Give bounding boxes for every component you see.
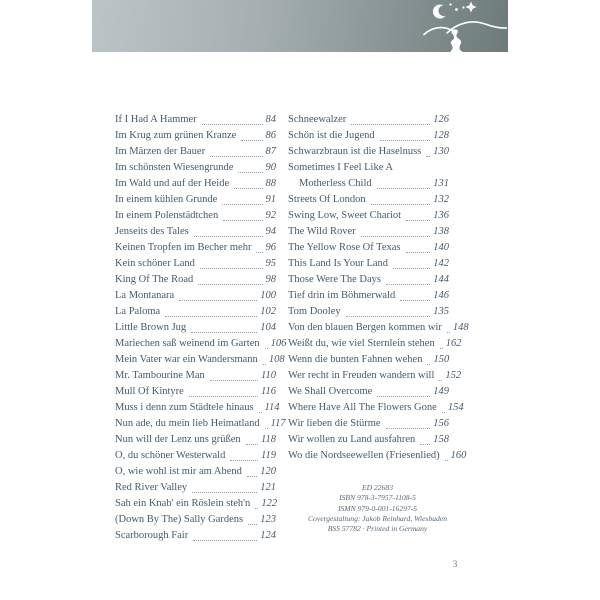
song-page-number: 135 [433, 306, 449, 317]
dot-leader [386, 428, 431, 429]
song-title: Weißt du, wie viel Sternlein stehen [288, 338, 435, 349]
song-page-number: 144 [433, 274, 449, 285]
dot-leader [255, 508, 258, 509]
song-title: Im Krug zum grünen Kranze [115, 130, 237, 141]
song-page-number: 138 [433, 226, 449, 237]
folio-page-number: 3 [452, 560, 458, 570]
song-title: Little Brown Jug [115, 322, 187, 333]
song-title: Mull Of Kintyre [115, 386, 184, 397]
song-title: Im schönsten Wiesengrunde [115, 162, 234, 173]
colophon-line: ISMN 979-0-001-16297-5 [337, 503, 418, 513]
song-page-number: 154 [447, 402, 464, 413]
song-title: Jenseits des Tales [115, 226, 189, 237]
song-title: O, wie wohl ist mir am Abend [115, 466, 242, 477]
dot-leader [198, 284, 262, 285]
song-page-number: 162 [445, 338, 462, 349]
song-title: Sah ein Knab' ein Röslein steh'n [115, 498, 251, 509]
dot-leader [191, 332, 257, 333]
toc-entry [288, 432, 449, 448]
dot-leader [361, 236, 431, 237]
song-page-number: 84 [265, 114, 276, 125]
song-title: Nun ade, du mein lieb Heimatland [115, 418, 260, 429]
song-page-number: 120 [260, 466, 276, 477]
toc-entry [288, 208, 449, 224]
toc-entry [115, 272, 276, 288]
toc-entry [115, 464, 276, 480]
song-title: Mein Vater war ein Wandersmann [115, 354, 258, 365]
song-page-number: 116 [261, 386, 276, 397]
song-page-number: 90 [265, 162, 276, 173]
song-title: Mariechen saß weinend im Garten [115, 338, 260, 349]
song-page-number: 98 [265, 274, 276, 285]
song-title: Wer recht in Freuden wandern will [288, 370, 435, 381]
toc-entry [288, 240, 449, 256]
dot-leader [165, 316, 257, 317]
song-page-number: 94 [265, 226, 276, 237]
toc-entry [288, 272, 449, 288]
song-title: Where Have All The Flowers Gone [288, 402, 437, 413]
toc-entry [288, 160, 449, 176]
song-page-number: 108 [268, 354, 285, 365]
toc-entry [115, 256, 276, 272]
song-title: Red River Valley [115, 482, 188, 493]
dot-leader [194, 236, 263, 237]
song-page-number: 132 [433, 194, 449, 205]
dot-leader [439, 380, 442, 381]
song-page-number: 91 [265, 194, 276, 205]
dot-leader [241, 140, 262, 141]
toc-entry [115, 192, 276, 208]
dot-leader [420, 444, 430, 445]
song-page-number: 95 [265, 258, 276, 269]
song-page-number: 136 [433, 210, 449, 221]
song-title: Keinen Tropfen im Becher mehr [115, 242, 252, 253]
toc-entry [115, 208, 276, 224]
song-title: Im Wald und auf der Heide [115, 178, 230, 189]
song-title: In einem kühlen Grunde [115, 194, 218, 205]
dot-leader [193, 540, 257, 541]
toc-entry [115, 160, 276, 176]
song-title: Tief drin im Böhmerwald [288, 290, 396, 301]
song-title: Wir lieben die Stürme [288, 418, 381, 429]
dot-leader [234, 188, 262, 189]
toc-entry [288, 416, 449, 432]
toc-entry [288, 448, 467, 464]
song-page-number: 148 [452, 322, 469, 333]
song-title: Im Märzen der Bauer [115, 146, 206, 157]
song-title: Von den blauen Bergen kommen wir [288, 322, 442, 333]
toc-entry [115, 528, 276, 544]
dot-leader [386, 284, 430, 285]
song-page-number: 150 [433, 354, 450, 365]
dot-leader [179, 300, 257, 301]
toc-entry [115, 400, 280, 416]
toc-entry [115, 176, 276, 192]
song-page-number: 92 [265, 210, 276, 221]
colophon-line: Covergestaltung: Jakob Reinhard, Wiesbaden [307, 513, 448, 523]
toc-right-column [288, 112, 469, 464]
header-banner [92, 0, 508, 52]
song-page-number: 119 [261, 450, 276, 461]
dot-leader [210, 156, 262, 157]
song-page-number: 140 [433, 242, 449, 253]
toc-entry [115, 144, 276, 160]
toc-entry [288, 256, 449, 272]
toc-left-column [115, 112, 287, 544]
dot-leader [200, 268, 263, 269]
toc-entry [115, 288, 276, 304]
crescent-moon-icon [433, 5, 446, 19]
song-title: Schön ist die Jugend [288, 130, 375, 141]
dot-leader [246, 444, 258, 445]
dot-leader [247, 476, 257, 477]
toc-entry [288, 176, 449, 192]
song-page-number: 122 [261, 498, 278, 509]
song-page-number: 126 [433, 114, 449, 125]
toc-entry [115, 432, 276, 448]
dot-leader [210, 380, 258, 381]
toc-entry [288, 304, 449, 320]
dot-leader [426, 156, 430, 157]
dot-leader [248, 524, 257, 525]
song-page-number: 121 [260, 482, 276, 493]
toc-entry [115, 416, 286, 432]
toc-entry [115, 240, 276, 256]
dot-leader [351, 124, 430, 125]
dot-leader [445, 460, 448, 461]
toc-entry [288, 144, 449, 160]
colophon-line: BSS 57782 · Printed in Germany [327, 524, 428, 534]
song-title: Kein schöner Land [115, 258, 195, 269]
toc-entry [288, 384, 449, 400]
song-title: The Wild Rover [288, 226, 356, 237]
dot-leader [222, 204, 262, 205]
dot-leader [259, 412, 262, 413]
star-dot-icon [462, 6, 464, 8]
song-page-number: 88 [265, 178, 276, 189]
song-title: Those Were The Days [288, 274, 381, 285]
song-page-number: 117 [270, 418, 286, 429]
star-dot-icon [455, 8, 458, 11]
song-page-number: 100 [260, 290, 276, 301]
toc-entry [115, 320, 276, 336]
song-title: Wenn die bunten Fahnen wehen [288, 354, 423, 365]
dot-leader [406, 252, 431, 253]
dot-leader [263, 364, 266, 365]
toc-entry [115, 512, 276, 528]
song-title: The Yellow Rose Of Texas [288, 242, 401, 253]
toc-entry [115, 448, 276, 464]
moon-stars-hills-path-logo [423, 0, 507, 52]
toc-entry [288, 320, 469, 336]
song-page-number: 104 [260, 322, 276, 333]
toc-entry [288, 400, 464, 416]
song-title: La Paloma [115, 306, 161, 317]
song-title: Schneewalzer [288, 114, 347, 125]
song-page-number: 96 [265, 242, 276, 253]
dot-leader [440, 348, 443, 349]
dot-leader [192, 492, 257, 493]
toc-entry [115, 368, 276, 384]
song-title: Streets Of London [288, 194, 366, 205]
song-title: (Down By The) Sally Gardens [115, 514, 244, 525]
toc-entry [115, 352, 285, 368]
song-title: O, du schöner Westerwald [115, 450, 226, 461]
song-page-number: 152 [445, 370, 462, 381]
song-title: Wo die Nordseewellen (Friesenlied) [288, 450, 440, 461]
toc-entry [288, 352, 449, 368]
toc-entry [115, 336, 287, 352]
toc-entry [115, 304, 276, 320]
colophon [285, 483, 470, 534]
song-page-number: 110 [261, 370, 276, 381]
song-page-number: 130 [433, 146, 449, 157]
song-title: Tom Dooley [288, 306, 341, 317]
dot-leader [189, 396, 258, 397]
song-title: King Of The Road [115, 274, 194, 285]
toc-entry [115, 112, 276, 128]
song-title: Scarborough Fair [115, 530, 189, 541]
winding-path-icon [450, 30, 463, 53]
dot-leader [442, 412, 445, 413]
song-page-number: 146 [433, 290, 449, 301]
song-page-number: 102 [260, 306, 276, 317]
dot-leader [447, 332, 450, 333]
song-page-number: 142 [433, 258, 449, 269]
dot-leader [265, 348, 268, 349]
dot-leader [400, 300, 430, 301]
colophon-line: ED 22683 [361, 483, 393, 492]
song-page-number: 128 [433, 130, 449, 141]
song-title: If I Had A Hammer [115, 114, 197, 125]
song-title: Schwarzbraun ist die Haselnuss [288, 146, 422, 157]
song-page-number: 123 [260, 514, 276, 525]
song-title: Nun will der Lenz uns grüßen [115, 434, 241, 445]
dot-leader [427, 364, 430, 365]
toc-entry [115, 480, 276, 496]
dot-leader [256, 252, 262, 253]
song-title: Wir wollen zu Land ausfahren [288, 434, 416, 445]
song-page-number: 87 [265, 146, 276, 157]
song-title: Motherless Child [299, 178, 372, 189]
song-page-number: 114 [264, 402, 280, 413]
song-page-number: 131 [433, 178, 449, 189]
star-dot-icon [449, 3, 451, 5]
song-page-number: 149 [433, 386, 449, 397]
song-page-number: 158 [433, 434, 449, 445]
dot-leader [230, 460, 258, 461]
toc-entry [115, 128, 276, 144]
dot-leader [265, 428, 268, 429]
dot-leader [238, 172, 262, 173]
song-title: Swing Low, Sweet Chariot [288, 210, 402, 221]
dot-leader [377, 396, 430, 397]
toc-entry [115, 224, 276, 240]
sparkle-star-icon [466, 2, 477, 13]
song-title: La Montanara [115, 290, 175, 301]
toc-entry [288, 368, 462, 384]
toc-entry [288, 128, 449, 144]
dot-leader [346, 316, 431, 317]
toc-entry [115, 384, 276, 400]
dot-leader [223, 220, 262, 221]
dot-leader [202, 124, 263, 125]
toc-entry [288, 192, 449, 208]
toc-entry [288, 112, 449, 128]
toc-entry [115, 496, 276, 512]
song-title: Sometimes I Feel Like A [288, 162, 393, 173]
song-title: Mr. Tambourine Man [115, 370, 205, 381]
song-title: We Shall Overcome [288, 386, 373, 397]
dot-leader [371, 204, 431, 205]
song-page-number: 86 [265, 130, 276, 141]
song-page-number: 124 [260, 530, 276, 541]
dot-leader [393, 268, 430, 269]
toc-entry [288, 224, 449, 240]
song-page-number: 160 [450, 450, 467, 461]
song-title: This Land Is Your Land [288, 258, 389, 269]
colophon-line: ISBN 978-3-7957-1108-5 [339, 493, 416, 503]
song-page-number: 106 [270, 338, 287, 349]
toc-entry [288, 288, 449, 304]
dot-leader [377, 188, 431, 189]
song-title: In einem Polenstädtchen [115, 210, 219, 221]
dot-leader [380, 140, 431, 141]
song-page-number: 156 [433, 418, 449, 429]
song-title: Muss i denn zum Städtele hinaus [115, 402, 254, 413]
song-page-number: 118 [261, 434, 276, 445]
toc-entry [288, 336, 462, 352]
dot-leader [406, 220, 430, 221]
